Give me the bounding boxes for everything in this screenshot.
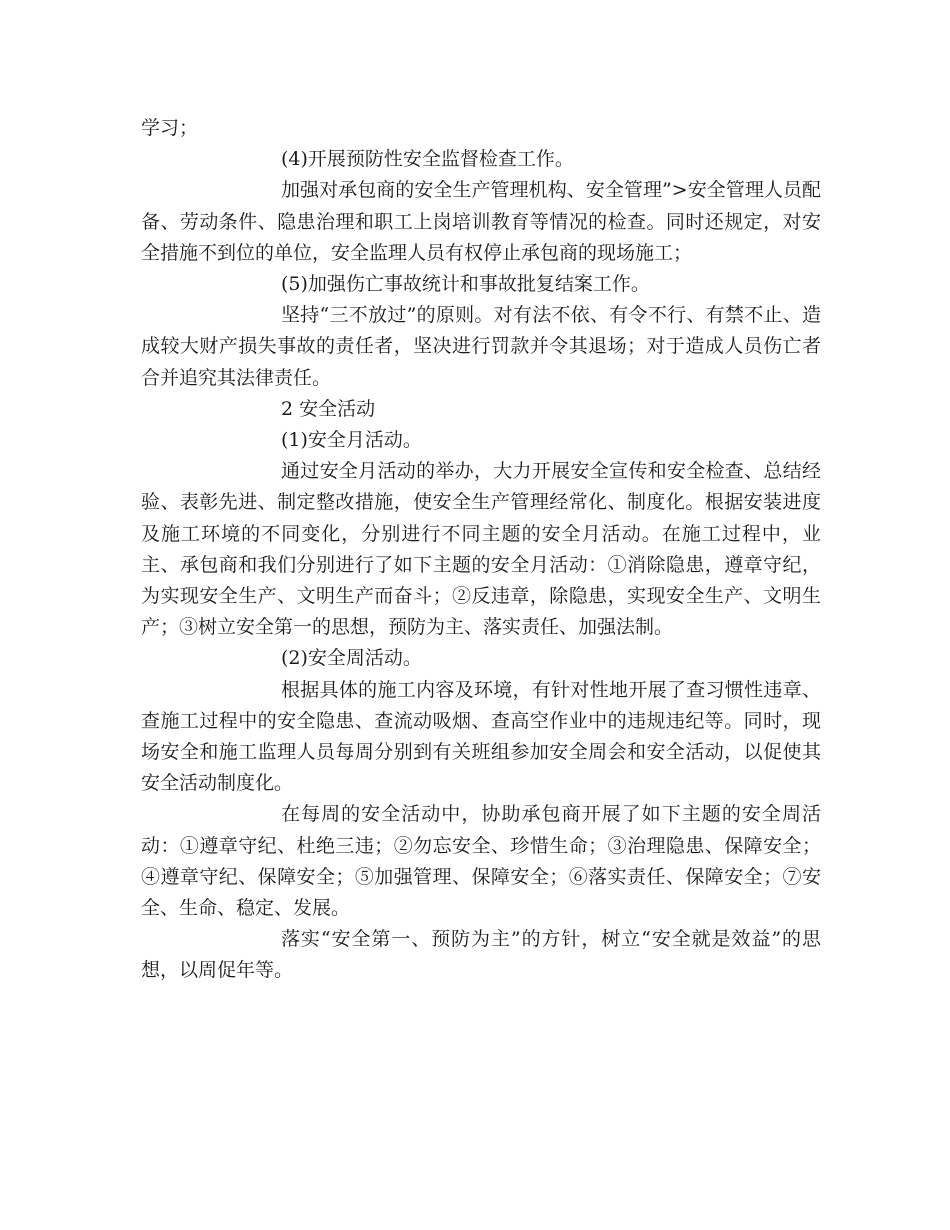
paragraph-three-no-release: 坚持“三不放过”的原则。对有法不依、有令不行、有禁不止、造成较大财产损失事故的责任者，坚决进行罚款并令其退场；对于造成人员伤亡者合并追究其法律责任。 xyxy=(141,304,821,389)
list-item-5: (5)加强伤亡事故统计和事故批复结案工作。 xyxy=(281,273,650,296)
document-body xyxy=(141,113,821,987)
paragraph-policy: 落实“安全第一、预防为主”的方针，树立“安全就是效益”的思想，以周促年等。 xyxy=(141,928,821,982)
paragraph-inspection: 加强对承包商的安全生产管理机构、安全管理”>安全管理人员配备、劳动条件、隐患治理和职工上岗培训教育等情况的检查。同时还规定，对安全措施不到位的单位，安全监理人员有权停止承包商的现场施工； xyxy=(141,179,821,264)
list-item-2-weekly: (2)安全周活动。 xyxy=(281,647,422,670)
list-item-4: (4)开展预防性安全监督检查工作。 xyxy=(281,148,574,171)
paragraph-continuation: 学习； xyxy=(141,117,199,139)
paragraph-monthly-activities: 通过安全月活动的举办，大力开展安全宣传和安全检查、总结经验、表彰先进、制定整改措施，使安全生产管理经常化、制度化。根据安装进度及施工环境的不同变化，分别进行不同主题的安全月活动。在施工过程中，业主、承包商和我们分别进行了如下主题的安全月活动：①消除隐患，遵章守纪，为实现安全生产、文明生产而奋斗；②反违章，除隐患，实现安全生产、文明生产；③树立安全第一的思想，预防为主、落实责任、加强法制。 xyxy=(141,460,821,639)
paragraph-weekly-checks: 根据具体的施工内容及环境，有针对性地开展了查习惯性违章、查施工过程中的安全隐患、查流动吸烟、查高空作业中的违规违纪等。同时，现场安全和施工监理人员每周分别到有关班组参加安全周会和安全活动，以促使其安全活动制度化。 xyxy=(141,678,821,795)
section-heading-safety-activities: 2 安全活动 xyxy=(281,397,376,420)
paragraph-weekly-themes: 在每周的安全活动中，协助承包商开展了如下主题的安全周活动：①遵章守纪、杜绝三违；②勿忘安全、珍惜生命；③治理隐患、保障安全；④遵章守纪、保障安全；⑤加强管理、保障安全；⑥落实责任、保障安全；⑦安全、生命、稳定、发展。 xyxy=(141,803,821,920)
list-item-1-monthly: (1)安全月活动。 xyxy=(281,429,422,452)
